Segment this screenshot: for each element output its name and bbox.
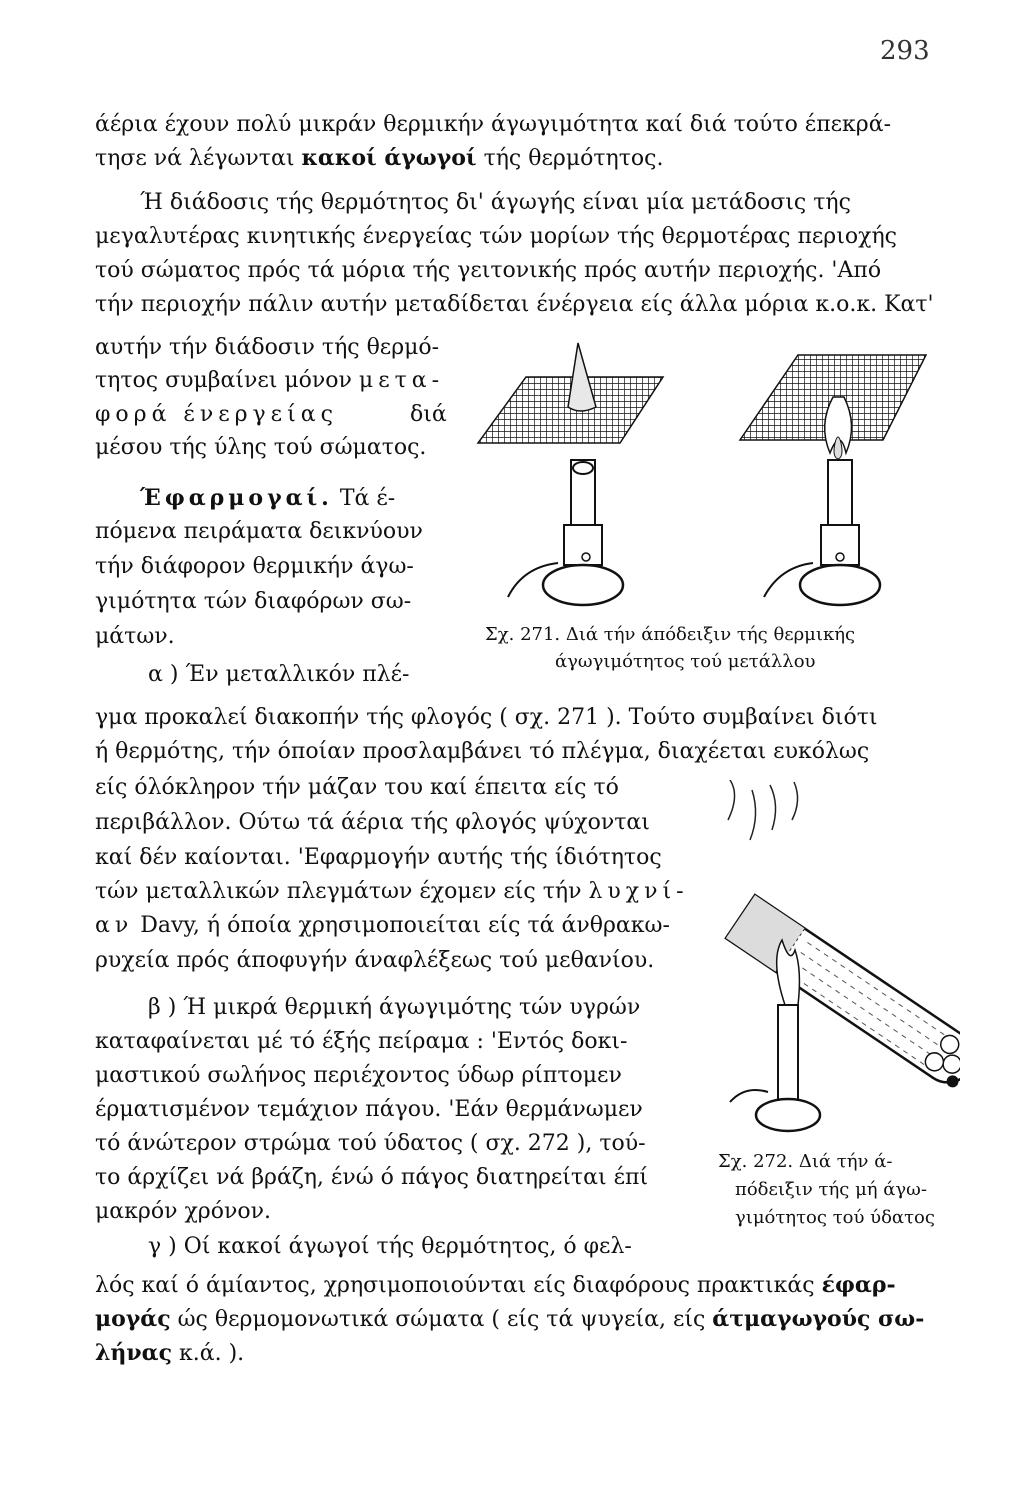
- text-line: περιβάλλον. Ούτω τά άέρια τής φλογός ψύχονται: [95, 810, 650, 835]
- text-line: μογάς ώς θερμομονωτικά σώματα ( είς τά ψυγεία, είς άτμαγωγούς σω-: [95, 1306, 925, 1332]
- text-line: α ) Έν μεταλλικόν πλέ-: [148, 662, 410, 687]
- figure-272-caption-line3: γιμότητος τού ύδατος: [735, 1207, 935, 1228]
- text-line: γ ) Οί κακοί άγωγοί τής θερμότητος, ό φελ-: [148, 1234, 632, 1259]
- text-line: αν Davy, ή όποία χρησιμοποιείται είς τά άνθρακω-: [95, 913, 670, 938]
- text-line: τού σώματος πρός τά μόρια τής γειτονικής πρός αυτήν περιοχής. 'Από: [95, 258, 882, 283]
- text-line: άέρια έχουν πολύ μικράν θερμικήν άγωγιμότητα καί διά τούτο έπεκρά-: [95, 112, 892, 137]
- figure-271-illustration: [468, 335, 938, 620]
- figure-271-caption-line2: άγωγιμότητος τού μετάλλου: [555, 651, 816, 672]
- figure-271-caption-line1: Σχ. 271. Διά τήν άπόδειξιν τής θερμικής: [485, 624, 856, 645]
- text-line: καταφαίνεται μέ τό έξής πείραμα : 'Εντός δοκι-: [95, 1029, 628, 1054]
- text-line: τησε νά λέγωνται κακοί άγωγοί τής θερμότητος.: [95, 145, 664, 171]
- page-number: 293: [880, 36, 930, 66]
- text-line: Ή διάδοσις τής θερμότητος δι' άγωγής είναι μία μετάδοσις τής: [140, 190, 851, 215]
- text-line: φορά ένεργείας: [95, 402, 338, 427]
- text-line: ή θερμότης, τήν όποίαν προσλαμβάνει τό πλέγμα, διαχέεται ευκόλως: [95, 739, 870, 764]
- text-line: τό άνώτερον στρώμα τού ύδατος ( σχ. 272 ), τού-: [95, 1131, 646, 1156]
- text-line: γιμότητα τών διαφόρων σω-: [95, 589, 412, 614]
- text-line: λήνας κ.ά. ).: [95, 1340, 245, 1366]
- text-line: γμα προκαλεί διακοπήν τής φλογός ( σχ. 271 ). Τούτο συμβαίνει διότι: [95, 705, 878, 730]
- section-heading: Έφαρμογαί.: [140, 485, 333, 511]
- text-line: έρματισμένον τεμάχιον πάγου. 'Εάν θερμάνωμεν: [95, 1097, 643, 1122]
- section-heading-line: Έφαρμογαί. Τά έ-: [140, 485, 396, 511]
- text-line: μέσου τής ύλης τού σώματος.: [95, 435, 427, 460]
- text-line: τήν διάφορον θερμικήν άγω-: [95, 554, 414, 579]
- text-line: καί δέν καίονται. 'Εφαρμογήν αυτής τής ίδιότητος: [95, 845, 662, 870]
- text-line: β ) Ή μικρά θερμική άγωγιμότης τών υγρών: [148, 995, 641, 1020]
- figure-272-caption-line1: Σχ. 272. Διά τήν ά-: [718, 1151, 893, 1172]
- text-line: το άρχίζει νά βράζη, ένώ ό πάγος διατηρείται έπί: [95, 1165, 649, 1190]
- text-line: μεγαλυτέρας κινητικής ένεργείας τών μορίων τής θερμοτέρας περιοχής: [95, 224, 897, 249]
- text-line: διά: [410, 402, 447, 427]
- text-line: μακρόν χρόνον.: [95, 1199, 271, 1224]
- text-line: τήν περιοχήν πάλιν αυτήν μεταδίδεται ένέργεια είς άλλα μόρια κ.ο.κ. Κατ': [95, 292, 934, 317]
- text-line: είς όλόκληρον τήν μάζαν του καί έπειτα είς τό: [95, 775, 619, 800]
- text-line: ρυχεία πρός άποφυγήν άναφλέξεως τού μεθανίου.: [95, 948, 655, 973]
- figure-272-caption-line2: πόδειξιν τής μή άγω-: [735, 1179, 927, 1200]
- text-line: τητος συμβαίνει μόνον μετα-: [95, 368, 445, 393]
- text-line: λός καί ό άμίαντος, χρησιμοποιούνται είς διαφόρους πρακτικάς έφαρ-: [95, 1272, 896, 1298]
- text-line: αυτήν τήν διάδοσιν τής θερμό-: [95, 335, 440, 360]
- text-line: πόμενα πειράματα δεικνύουν: [95, 519, 423, 544]
- text-line: τών μεταλλικών πλεγμάτων έχομεν είς τήν λυχνί-: [95, 879, 689, 904]
- figure-272-illustration: [710, 780, 960, 1145]
- text-line: μάτων.: [95, 624, 175, 649]
- emphasis-bad-conductors: κακοί άγωγοί: [301, 145, 477, 171]
- text-line: μαστικού σωλήνος περιέχοντος ύδωρ ρίπτομεν: [95, 1063, 622, 1088]
